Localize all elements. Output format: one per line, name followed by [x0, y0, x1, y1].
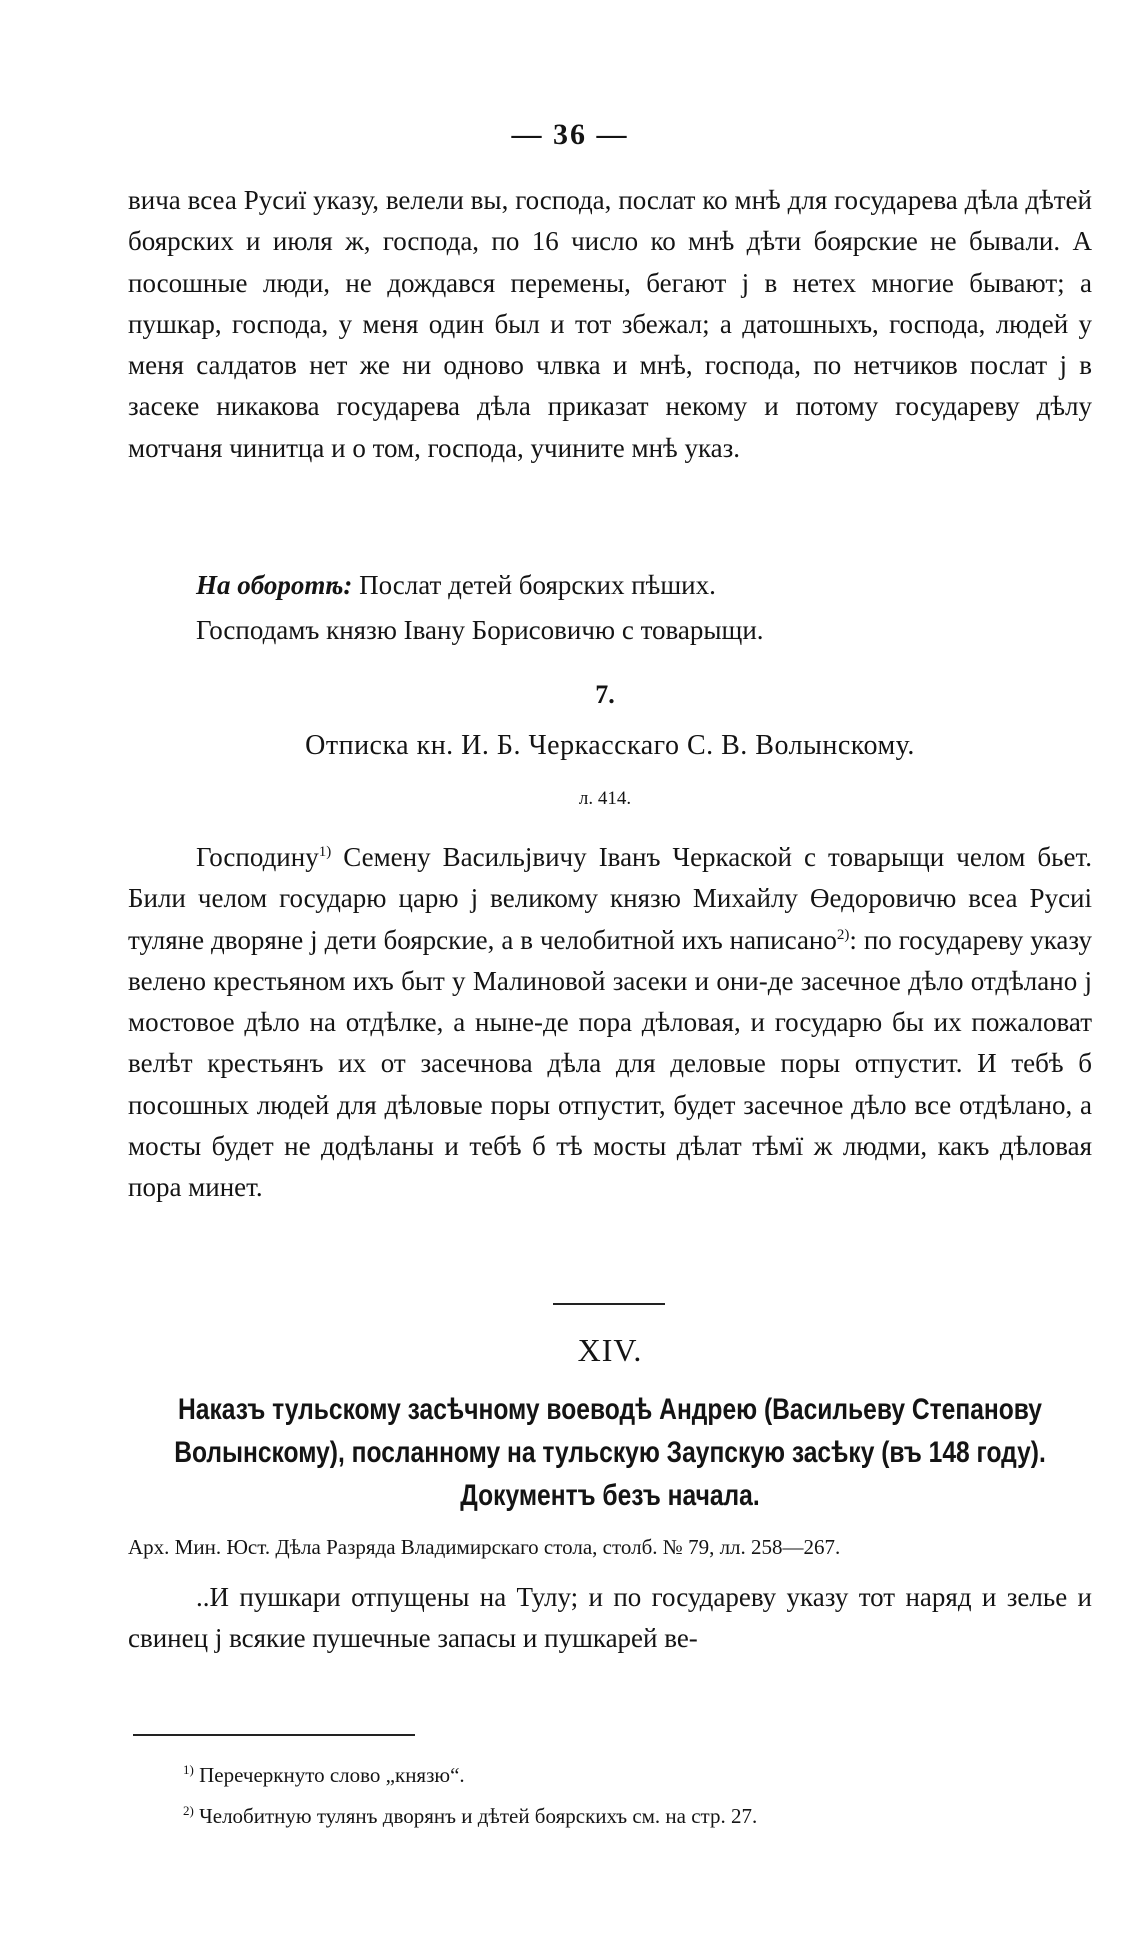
- section-heading-text: Наказъ тульскому засѣчному воеводѣ Андрею (Васильеву Степанову Волынскому), посланному на тульскую Заупскую засѣку (въ 148 году). Документъ безъ начала.: [174, 1393, 1046, 1512]
- footnote-2-mark: 2): [183, 1803, 194, 1818]
- footnotes: [183, 1752, 1083, 1834]
- dorsal-label: На оборотѣ:: [196, 570, 353, 600]
- doc7-text-middle: Семену Васильјвичу Іванъ Черкаской с товарыщи челом бьет. Били челом государю царю ј великому князю Михайлу Өедоровичю всеа Русиі туляне дворяне ј дети боярские, а в челобитной ихъ написано: [128, 842, 1092, 955]
- doc7-text-end: : по государеву указу велено крестьяном ихъ быт у Малиновой засеки и они-де засечное дѣло отдѣлано ј мостовое дѣло на отдѣлке, а ныне-де пора дѣловая, и государю бы их пожаловат велѣт крестьянъ их от засечнова дѣла для деловые поры отпустит. И тебѣ б посошных людей для дѣловые поры отпустит, будет засечное дѣло все отдѣлано, а мосты будет не додѣланы и тебѣ б тѣ мосты дѣлат тѣмї ж людми, какъ дѣловая пора минет.: [128, 924, 1092, 1203]
- addressee-line: Господамъ князю Івану Борисовичю с товарыщи.: [196, 615, 764, 645]
- folio-reference: л. 414.: [578, 788, 632, 809]
- dorsal-note: [196, 565, 1096, 606]
- archive-reference: Арх. Мин. Юст. Дѣла Разряда Владимирскаго стола, столб. № 79, лл. 258—267.: [128, 1535, 841, 1559]
- footnote-1: [183, 1752, 1083, 1793]
- footnote-rule: [133, 1734, 415, 1736]
- section-heading: [174, 1388, 1046, 1517]
- footnote-ref-2: 2): [836, 926, 850, 943]
- section-divider: [553, 1303, 665, 1305]
- document-title: Отписка кн. И. Б. Черкасскаго С. В. Волынскому.: [305, 730, 915, 761]
- section-number: XIV.: [577, 1332, 643, 1368]
- section-14-paragraph: ..И пушкари отпущены на Тулу; и по государеву указу тот наряд и зелье и свинец ј всякие пушечные запасы и пушкарей ве-: [128, 1582, 1092, 1654]
- dorsal-text: Послат детей боярских пѣших.: [359, 570, 716, 600]
- doc7-text-start: Господину: [196, 842, 319, 872]
- document-7-body: [128, 837, 1092, 1209]
- document-number: 7.: [595, 680, 615, 709]
- footnote-1-text: Перечеркнуто слово „князю“.: [199, 1763, 465, 1787]
- letter-6-paragraph: вича всеа Русиї указу, велели вы, господа, послат ко мнѣ для государева дѣла дѣтей боярских и июля ж, господа, по 16 число ко мнѣ дѣти боярские не бывали. А посошные люди, не дождався перемены, бегают ј в нетех многие бывают; а пушкар, господа, у меня один был и тот збежал; а датошныхъ, господа, людей у меня салдатов нет же ни одново члвка и мнѣ, господа, по нетчиков послат ј в засеке никакова государева дѣла приказат некому и потому государеву дѣлу мотчаня чинитца и о том, господа, учините мнѣ указ.: [128, 185, 1092, 463]
- page-number: — 36 —: [511, 118, 629, 151]
- footnote-ref-1: 1): [318, 844, 332, 860]
- document-7-paragraph: [128, 837, 1092, 1209]
- footnote-2-text: Челобитную тулянъ дворянъ и дѣтей боярскихъ см. на стр. 27.: [199, 1804, 758, 1828]
- footnote-1-mark: 1): [183, 1762, 194, 1777]
- section-14-body: [128, 1577, 1092, 1660]
- footnote-2: [183, 1793, 1083, 1834]
- letter-6-body: [128, 180, 1092, 469]
